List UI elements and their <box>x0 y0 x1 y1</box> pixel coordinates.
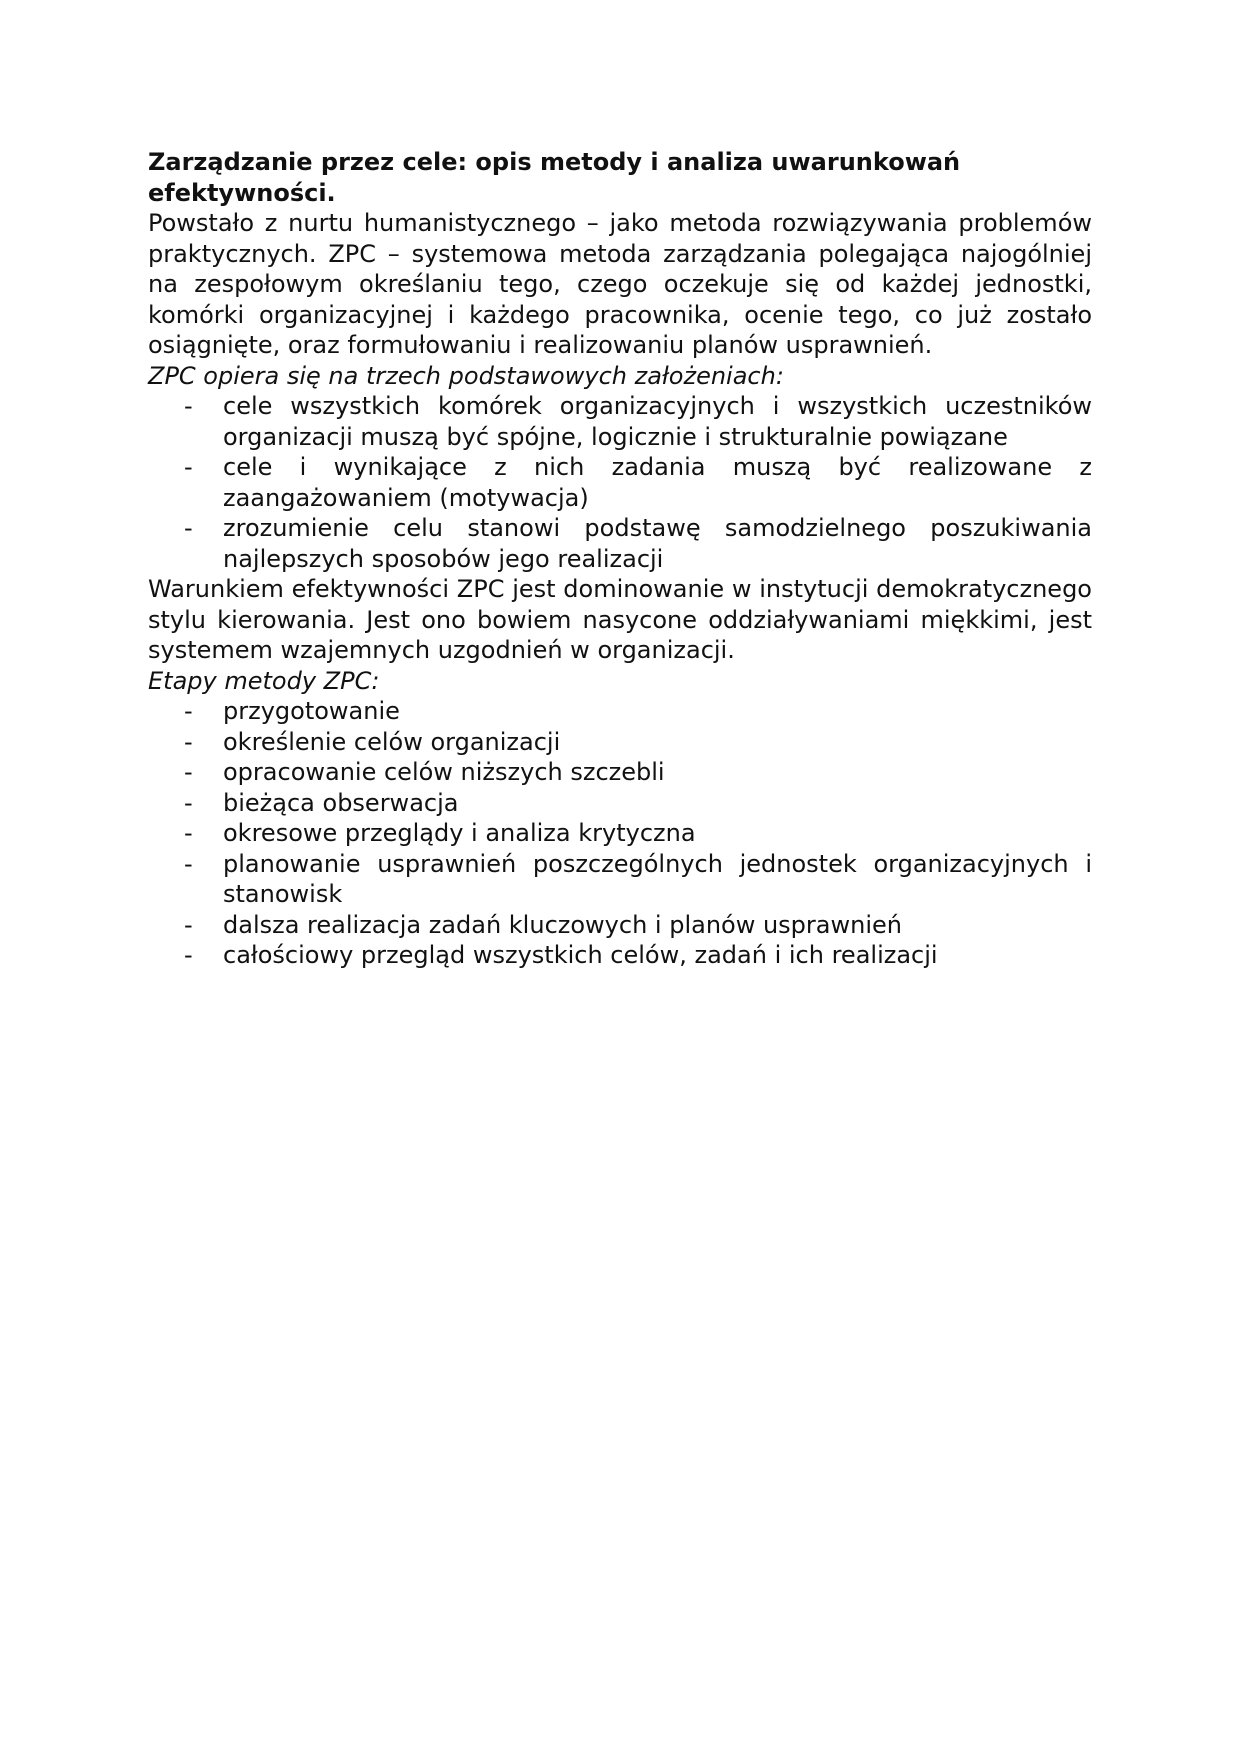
document-page <box>148 147 1092 971</box>
list-item-text: cele wszystkich komórek organizacyjnych i wszystkich uczestników organizacji muszą być spójne, logicznie i strukturalnie powiązane <box>223 392 1092 451</box>
bullet-marker: - <box>184 758 193 786</box>
bullet-marker: - <box>184 819 193 847</box>
list-item <box>148 696 1092 727</box>
bullet-marker: - <box>184 941 193 969</box>
list-item-text: przygotowanie <box>223 697 400 725</box>
assumptions-list <box>148 391 1092 574</box>
list-item <box>148 513 1092 574</box>
list-item-text: cele i wynikające z nich zadania muszą być realizowane z zaangażowaniem (motywacja) <box>223 453 1092 512</box>
list-item <box>148 910 1092 941</box>
bullet-marker: - <box>184 727 193 756</box>
list-item-text: okresowe przeglądy i analiza krytyczna <box>223 819 696 847</box>
list-item <box>148 940 1092 971</box>
list-item <box>148 849 1092 910</box>
list-item <box>148 788 1092 819</box>
list-item <box>148 757 1092 788</box>
list-item <box>148 727 1092 758</box>
bullet-marker: - <box>184 514 193 542</box>
list-item-text: zrozumienie celu stanowi podstawę samodzielnego poszukiwania najlepszych sposobów jego realizacji <box>223 514 1092 573</box>
assumptions-heading: ZPC opiera się na trzech podstawowych założeniach: <box>148 361 784 390</box>
stages-list <box>148 696 1092 971</box>
list-item-text: bieżąca obserwacja <box>223 788 459 817</box>
list-item-text: opracowanie celów niższych szczebli <box>223 758 665 786</box>
intro-paragraph: Powstało z nurtu humanistycznego – jako metoda rozwiązywania problemów praktycznych. ZPC – systemowa metoda zarządzania polegająca najogólniej na zespołowym określaniu tego, czego oczekuje się od każdej jednostki, komórki organizacyjnej i każdego pracownika, ocenie tego, co już zostało osiągnięte, oraz formułowaniu i realizowaniu planów usprawnień. <box>148 209 1092 359</box>
list-item <box>148 818 1092 849</box>
list-item-text: planowanie usprawnień poszczególnych jednostek organizacyjnych i stanowisk <box>223 849 1092 908</box>
stages-heading: Etapy metody ZPC: <box>148 666 380 695</box>
list-item-text: całościowy przegląd wszystkich celów, zadań i ich realizacji <box>223 941 938 969</box>
list-item-text: określenie celów organizacji <box>223 727 561 756</box>
bullet-marker: - <box>184 392 193 420</box>
list-item-text: dalsza realizacja zadań kluczowych i planów usprawnień <box>223 910 902 939</box>
bullet-marker: - <box>184 697 193 725</box>
bullet-marker: - <box>184 788 193 817</box>
condition-paragraph: Warunkiem efektywności ZPC jest dominowanie w instytucji demokratycznego stylu kierowania. Jest ono bowiem nasycone oddziaływaniami miękkimi, jest systemem wzajemnych uzgodnień w organizacji. <box>148 575 1092 664</box>
list-item <box>148 452 1092 513</box>
list-item <box>148 391 1092 452</box>
document-title: Zarządzanie przez cele: opis metody i analiza uwarunkowań efektywności. <box>148 148 961 207</box>
bullet-marker: - <box>184 849 193 878</box>
bullet-marker: - <box>184 910 193 939</box>
bullet-marker: - <box>184 453 193 481</box>
